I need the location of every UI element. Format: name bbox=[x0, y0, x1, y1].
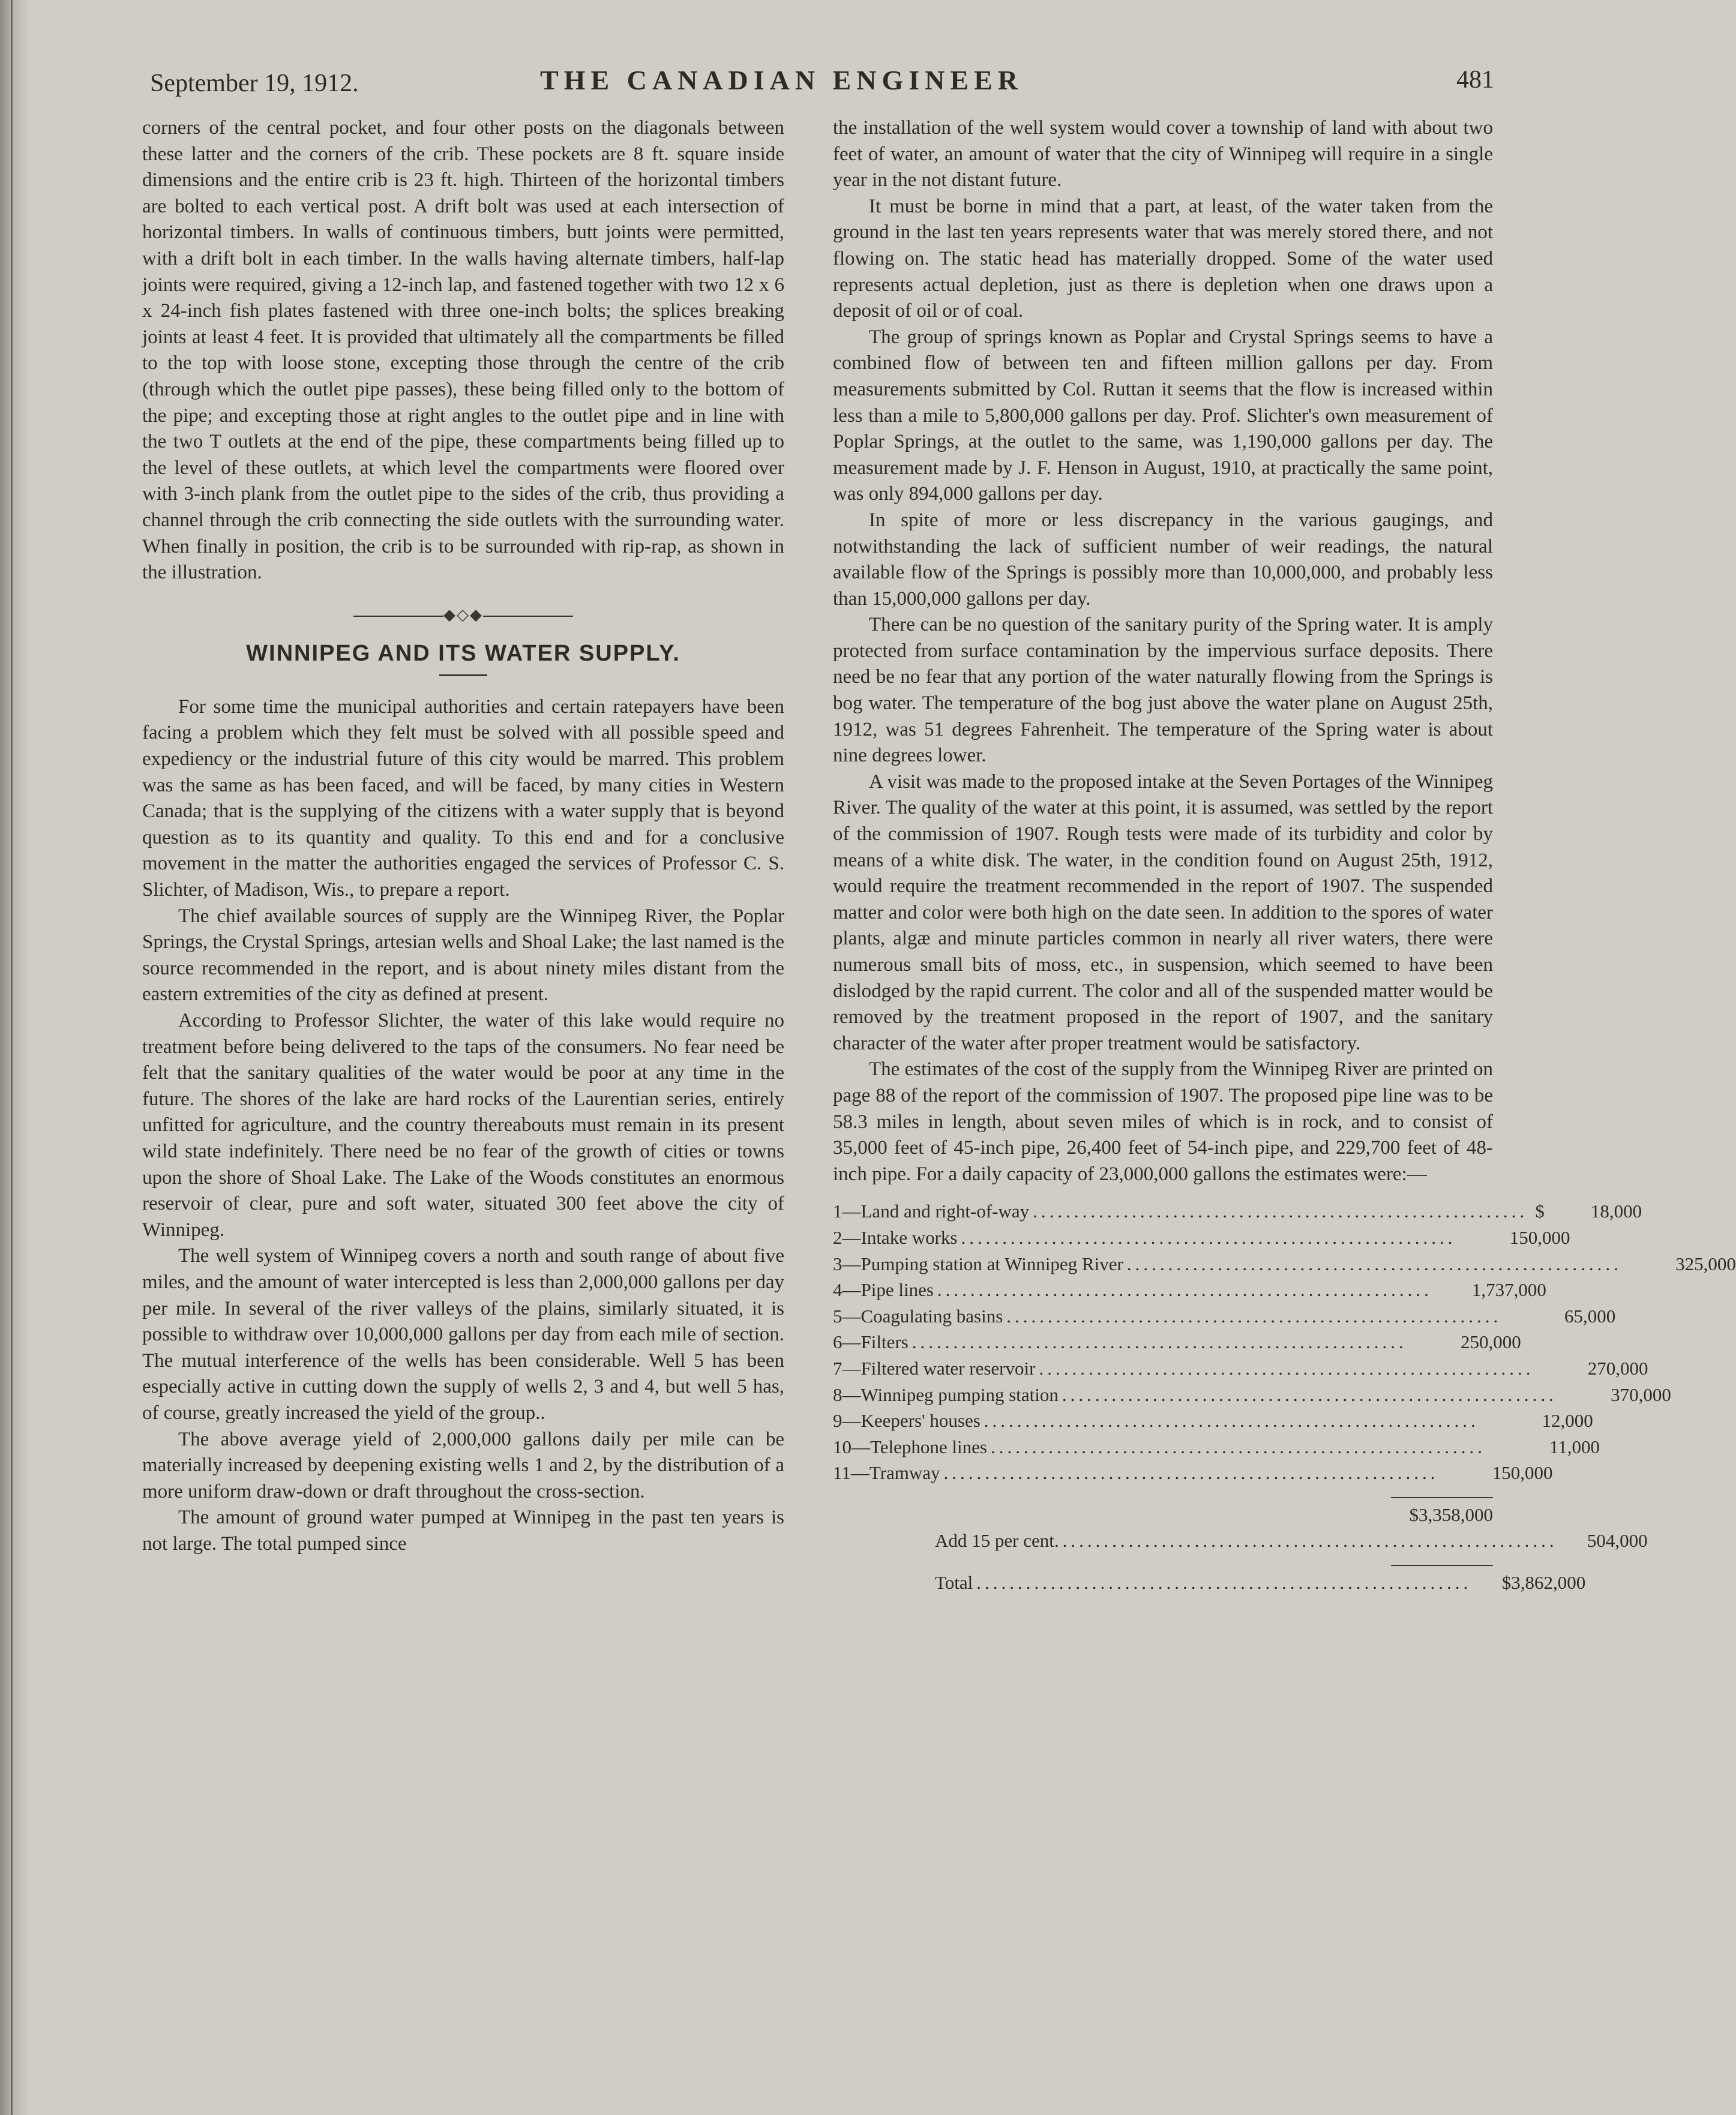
estimate-amount: 18,000 bbox=[1590, 1201, 1642, 1222]
article-paragraph: The group of springs known as Poplar and Crystal Springs seems to have a combined flow of between ten and fifteen million gallons per day. From measurements submitted by Col. Ruttan it seems that the flow is increased within less than a mile to 5,800,000 gallons per day. Prof. Slichter's own measurement of Poplar Springs, at the outlet to the same, was 1,190,000 gallons per day. The measurement made by J. F. Henson in August, 1910, at practically the same point, was only 894,000 gallons per day. bbox=[833, 326, 1493, 505]
estimate-amount: 250,000 bbox=[1460, 1331, 1521, 1353]
article-paragraph: For some time the municipal authorities and certain ratepayers have been facing a problem which they felt must be solved with all possible speed and expediency or the industrial future of this city would be marred. This problem was the same as has been faced, and will be faced, by many cities in Western Canada; that is the supplying of the citizens with a water supply that is beyond question as to its quantity and quality. To this end and for a conclusive movement in the matter the authorities engaged the services of Professor C. S. Slichter, of Madison, Wis., to prepare a report. bbox=[142, 695, 784, 901]
leader-dots: ............................................................ bbox=[984, 1410, 1479, 1432]
estimate-row bbox=[833, 1198, 1642, 1225]
right-column bbox=[833, 115, 1736, 1596]
estimate-label: 6—Filters bbox=[833, 1331, 909, 1353]
journal-title: THE CANADIAN ENGINEER bbox=[540, 65, 1023, 95]
book-spine-shadow bbox=[0, 0, 29, 2115]
estimate-row bbox=[833, 1303, 1616, 1330]
total-amount: $3,862,000 bbox=[1501, 1572, 1586, 1594]
leader-dots: ............................................................ bbox=[937, 1279, 1432, 1301]
estimate-amount: 150,000 bbox=[1492, 1462, 1553, 1484]
estimate-amount: 12,000 bbox=[1542, 1410, 1593, 1432]
article-paragraph: A visit was made to the proposed intake at the Seven Portages of the Winnipeg River. The quality of the water at this point, it is assumed, was settled by the report of the commission of 1907. Rough tests were made of its turbidity and color by means of a white disk. The water, in the condition found on August 25th, 1912, would require the treatment recommended in the report of 1907. The suspended matter and color were both high on the date seen. In addition to the spores of water plants, algæ and minute particles common in nearly all river waters, there were numerous small bits of moss, etc., in suspension, which seemed to have been dislodged by the rapid current. The color and all of the suspended matter would be removed by the treatment proposed in the report of 1907, and the sanitary character of the water after proper treatment would be satisfactory. bbox=[833, 770, 1493, 1054]
article-paragraph: In spite of more or less discrepancy in the various gaugings, and notwithstanding the lack of sufficient number of weir readings, the natural available flow of the Springs is possibly more than 10,000,000, and probably less than 15,000,000 gallons per day. bbox=[833, 509, 1493, 610]
estimate-row bbox=[833, 1382, 1671, 1408]
estimate-row bbox=[833, 1225, 1570, 1251]
total-label: Total bbox=[935, 1572, 973, 1594]
leader-dots: ............................................................ bbox=[1039, 1357, 1534, 1379]
leader-dots: ............................................................ bbox=[1033, 1201, 1528, 1222]
page-number: 481 bbox=[1456, 66, 1494, 94]
estimate-label: 2—Intake works bbox=[833, 1226, 958, 1248]
estimate-row bbox=[833, 1434, 1600, 1460]
article-title: WINNIPEG AND ITS WATER SUPPLY. bbox=[246, 641, 680, 667]
estimate-label: 4—Pipe lines bbox=[833, 1279, 934, 1301]
total-row bbox=[833, 1570, 1586, 1596]
estimate-label: 3—Pumping station at Winnipeg River bbox=[833, 1253, 1123, 1274]
estimate-label: 9—Keepers' houses bbox=[833, 1410, 981, 1432]
estimate-row bbox=[833, 1277, 1546, 1303]
estimate-amount: 150,000 bbox=[1509, 1226, 1570, 1248]
article-paragraph: The amount of ground water pumped at Winnipeg in the past ten years is not large. The total pumped since bbox=[142, 1507, 784, 1555]
section-divider-ornament: ◆◇◆ bbox=[142, 602, 784, 628]
estimate-amount: 65,000 bbox=[1564, 1305, 1616, 1327]
leader-dots: ............................................................ bbox=[961, 1226, 1456, 1248]
estimate-amount: 325,000 bbox=[1675, 1253, 1736, 1274]
add-percent-label: Add 15 per cent. bbox=[935, 1530, 1059, 1552]
header-date: September 19, 1912. bbox=[150, 70, 359, 97]
estimate-amount: 270,000 bbox=[1587, 1357, 1648, 1379]
estimate-label: 7—Filtered water reservoir bbox=[833, 1357, 1036, 1379]
dollar-sign: $ bbox=[1535, 1201, 1545, 1222]
add-percent-amount: 504,000 bbox=[1587, 1530, 1648, 1552]
estimate-label: 10—Telephone lines bbox=[833, 1436, 987, 1457]
left-column bbox=[142, 115, 784, 1557]
article-paragraph: The estimates of the cost of the supply from the Winnipeg River are printed on page 88 of the report of the commission of 1907. The proposed pipe line was to be 58.3 miles in length, about seven miles of which is in rock, and to consist of 35,000 feet of 45-inch pipe, 26,400 feet of 54-inch pipe, and 229,700 feet of 48-inch pipe. For a daily capacity of 23,000,000 gallons the estimates were:— bbox=[833, 1058, 1493, 1185]
leader-dots: ............................................................ bbox=[1062, 1530, 1558, 1552]
leader-dots: ............................................................ bbox=[912, 1331, 1407, 1353]
subtotal-row bbox=[833, 1502, 1493, 1528]
estimate-label: 5—Coagulating basins bbox=[833, 1305, 1003, 1327]
estimate-label: 8—Winnipeg pumping station bbox=[833, 1384, 1059, 1405]
leader-dots: ............................................................ bbox=[1062, 1384, 1557, 1405]
article-paragraph: According to Professor Slichter, the water of this lake would require no treatment before being delivered to the taps of the consumers. No fear need be felt that the sanitary qualities of the water would be poor at any time in the future. The shores of the lake are hard rocks of the Laurentian series, entirely unfitted for agriculture, and the country thereabouts must remain in its present wild state indefinitely. There need be no fear of the growth of cities or towns upon the shore of Shoal Lake. The Lake of the Woods constitutes an enormous reservoir of clear, pure and soft water, situated 300 feet above the city of Winnipeg. bbox=[142, 1010, 784, 1241]
total-rule bbox=[1391, 1565, 1493, 1566]
estimate-amount: 1,737,000 bbox=[1471, 1279, 1546, 1301]
estimate-amount: 11,000 bbox=[1549, 1436, 1600, 1457]
article-paragraph: The chief available sources of supply are the Winnipeg River, the Poplar Springs, the Crystal Springs, artesian wells and Shoal Lake; the last named is the source recommended in the report, and is about ninety miles distant from the eastern extremities of the city as defined at present. bbox=[142, 905, 784, 1006]
estimate-row bbox=[833, 1408, 1593, 1434]
cost-estimates-table bbox=[833, 1198, 1736, 1595]
estimate-row bbox=[833, 1355, 1648, 1382]
estimate-label: 11—Tramway bbox=[833, 1462, 940, 1484]
leader-dots: ............................................................ bbox=[943, 1462, 1439, 1484]
leader-dots: ............................................................ bbox=[1006, 1305, 1502, 1327]
add-percent-row bbox=[833, 1528, 1648, 1554]
subtotal-amount: $3,358,000 bbox=[1409, 1504, 1493, 1525]
article-paragraph: It must be borne in mind that a part, at least, of the water taken from the ground in the last ten years represents water that was merely stored there, and not flowing on. The static head has materially dropped. Some of the water used represents actual depletion, just as there is depletion when one draws upon a deposit of oil or of coal. bbox=[833, 195, 1493, 322]
continued-paragraph: the installation of the well system would cover a township of land with about two feet of water, an amount of water that the city of Winnipeg will require in a single year in the not distant future. bbox=[833, 117, 1493, 191]
article-paragraph: The above average yield of 2,000,000 gallons daily per mile can be materially increased by deepening existing wells 1 and 2, by the distribution of a more uniform draw-down or draft throughout the cross-section. bbox=[142, 1428, 784, 1502]
article-paragraph: There can be no question of the sanitary purity of the Spring water. It is amply protected from surface contamination by the impervious surface deposits. There need be no fear that any portion of the water naturally flowing from the Springs is bog water. The temperature of the bog just above the water plane on August 25th, 1912, was 51 degrees Fahrenheit. The temperature of the Spring water is about nine degrees lower. bbox=[833, 614, 1493, 767]
page-header bbox=[150, 63, 1494, 111]
estimate-row bbox=[833, 1251, 1736, 1277]
estimate-row bbox=[833, 1460, 1553, 1486]
subtotal-rule bbox=[1391, 1497, 1493, 1498]
leader-dots: ............................................................ bbox=[1126, 1253, 1622, 1274]
estimate-row bbox=[833, 1329, 1521, 1355]
leader-dots: ............................................................ bbox=[976, 1572, 1472, 1594]
article-paragraph: The well system of Winnipeg covers a north and south range of about five miles, and the amount of water intercepted is less than 2,000,000 gallons per day per mile. In several of the river valleys of the plains, similarly situated, it is possible to withdraw over 10,000,000 gallons per day from each mile of section. The mutual interference of the wells has been considerable. Well 5 has been especially active in cutting down the supply of wells 2, 3 and 4, but well 5 has, of course, greatly increased the yield of the group.. bbox=[142, 1245, 784, 1424]
estimate-amount: 370,000 bbox=[1611, 1384, 1671, 1405]
continued-paragraph: corners of the central pocket, and four other posts on the diagonals between these latter and the corners of the crib. These pockets are 8 ft. square inside dimensions and the entire crib is 23 ft. high. Thirteen of the horizontal timbers are bolted to each vertical post. A drift bolt was used at each intersection of horizontal timbers. In walls of continuous timbers, butt joints were permitted, with a drift bolt in each timber. In the walls having alternate timbers, half-lap joints were required, giving a 12-inch lap, and fastened together with two 12 x 6 x 24-inch fish plates fastened with three one-inch bolts; the splices breaking joints at least 4 feet. It is provided that ultimately all the compartments be filled to the top with loose stone, excepting those through the centre of the crib (through which the outlet pipe passes), these being filled only to the bottom of the pipe; and excepting those at right angles to the outlet pipe and in line with the two T outlets at the end of the pipe, these compartments being filled up to the level of these outlets, at which level the compartments were floored over with 3-inch plank from the outlet pipe to the sides of the crib, thus providing a channel through the crib connecting the side outlets with the surrounding water. When finally in position, the crib is to be surrounded with rip-rap, as shown in the illustration. bbox=[142, 117, 784, 584]
book-gutter-line bbox=[11, 0, 13, 2115]
title-rule bbox=[439, 674, 487, 676]
leader-dots: ............................................................ bbox=[990, 1436, 1486, 1457]
estimate-label: 1—Land and right-of-way bbox=[833, 1201, 1030, 1222]
